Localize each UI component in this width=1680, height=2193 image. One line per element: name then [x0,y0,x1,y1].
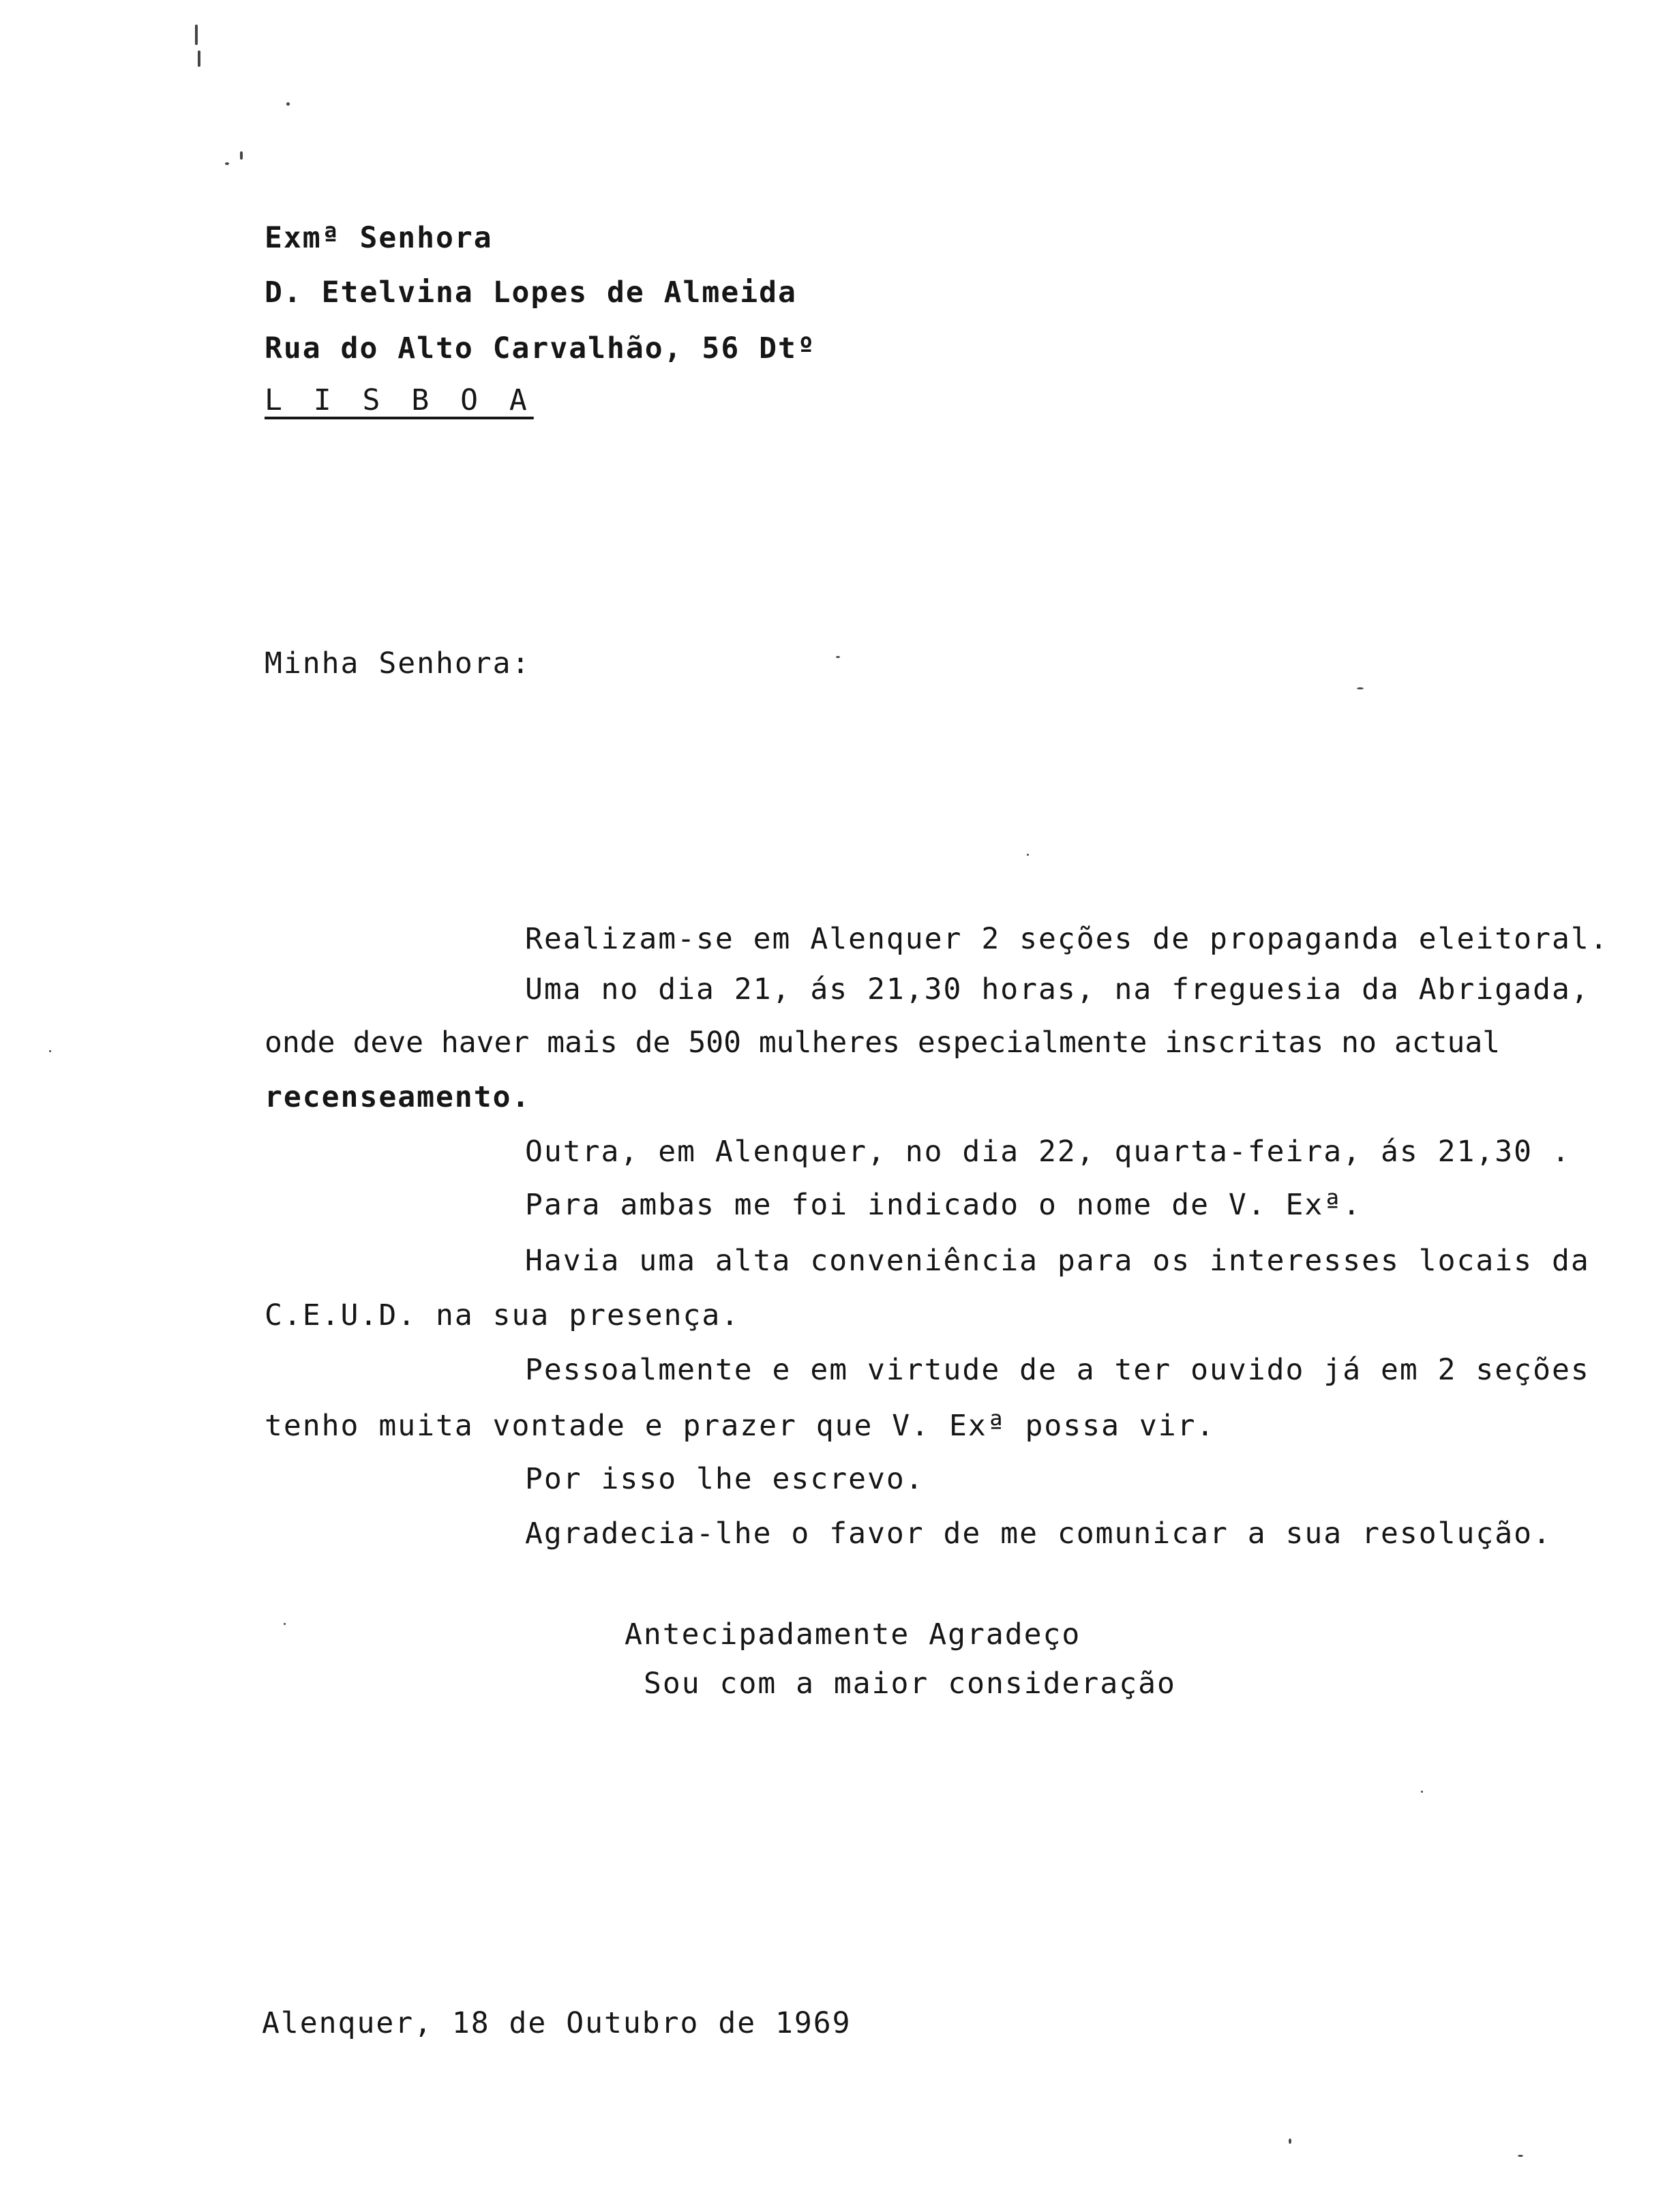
scan-speck [49,1050,51,1052]
scan-speck [225,162,229,165]
address-street: Rua do Alto Carvalhão, 56 Dtº [265,331,816,366]
address-name: D. Etelvina Lopes de Almeida [265,275,797,310]
body-paragraph-5-line-1: Havia uma alta conveniência para os interesses locais da [525,1244,1590,1278]
scan-speck [1289,2138,1291,2144]
body-paragraph-5-line-2: C.E.U.D. na sua presença. [265,1298,740,1332]
closing-line-1: Antecipadamente Agradeço [625,1617,1081,1652]
address-title: Exmª Senhora [265,221,493,255]
body-paragraph-1: Realizam-se em Alenquer 2 seções de propaganda eleitoral. [525,922,1609,956]
body-paragraph-6-line-2: tenho muita vontade e prazer que V. Exª possa vir. [265,1409,1216,1443]
scan-speck [836,656,840,658]
place-date: Alenquer, 18 de Outubro de 1969 [262,2006,852,2040]
closing-line-2: Sou com a maior consideração [644,1667,1176,1701]
scan-speck [1027,854,1029,856]
scan-speck [198,50,200,67]
scan-speck [1357,687,1364,689]
body-paragraph-4: Para ambas me foi indicado o nome de V. Exª. [525,1188,1362,1222]
scan-speck [284,1623,286,1625]
scan-speck [195,25,198,45]
body-paragraph-8: Agradecia-lhe o favor de me comunicar a sua resolução. [525,1517,1552,1551]
body-paragraph-2-line-3: recenseamento. [265,1080,531,1114]
scan-speck [240,151,243,160]
address-city: L I S B O A [265,383,534,417]
scan-speck [1421,1791,1423,1793]
scan-speck [1518,2155,1523,2157]
scan-speck [286,102,290,106]
body-paragraph-3: Outra, em Alenquer, no dia 22, quarta-feira, ás 21,30 . [525,1135,1571,1169]
body-paragraph-2-line-1: Uma no dia 21, ás 21,30 horas, na freguesia da Abrigada, [525,972,1590,1006]
body-paragraph-7: Por isso lhe escrevo. [525,1462,925,1496]
body-paragraph-6-line-1: Pessoalmente e em virtude de a ter ouvido já em 2 seções [525,1353,1590,1387]
greeting: Minha Senhora: [265,646,531,681]
body-paragraph-2-line-2: onde deve haver mais de 500 mulheres especialmente inscritas no actual [265,1026,1501,1060]
